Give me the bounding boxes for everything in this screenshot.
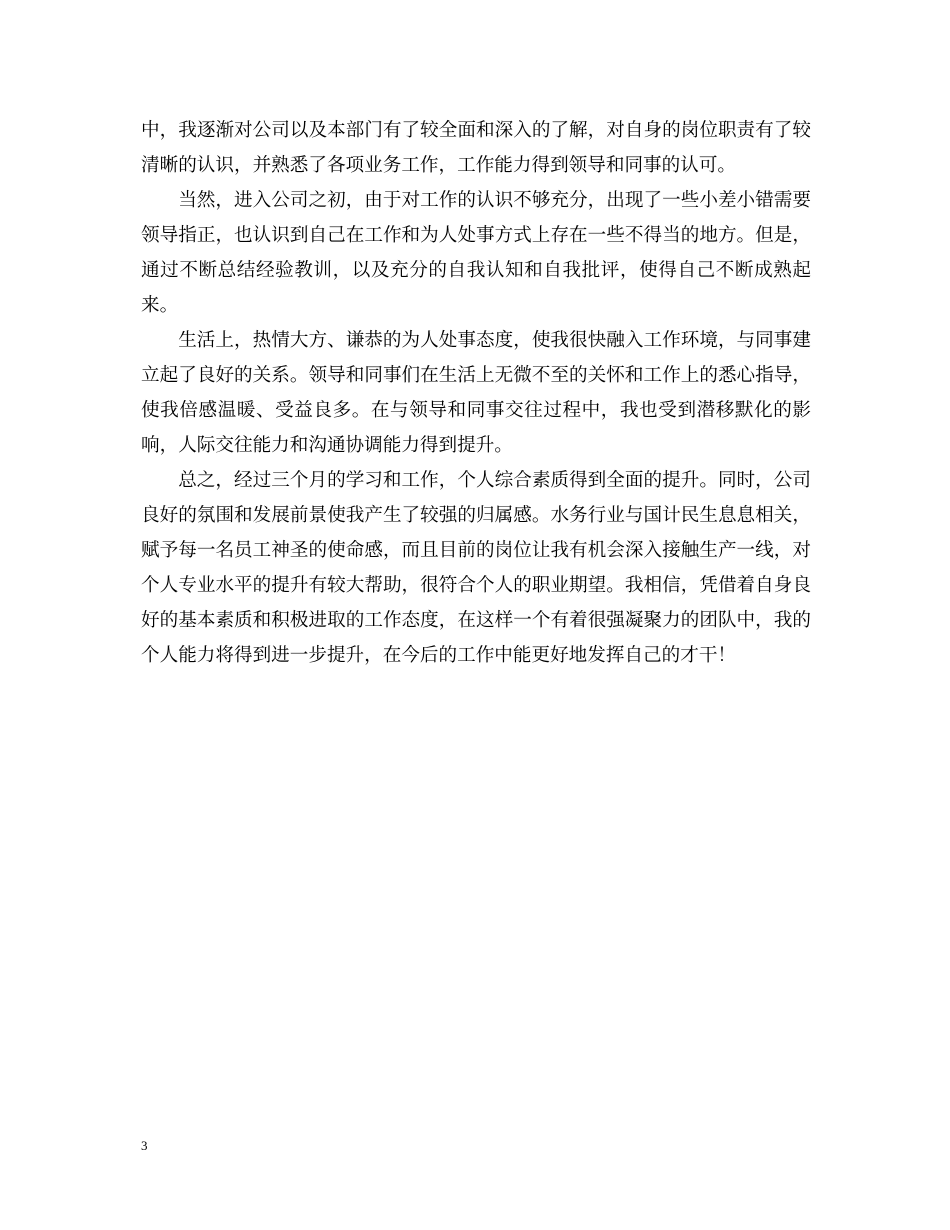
paragraph-1: 中，我逐渐对公司以及本部门有了较全面和深入的了解，对自身的岗位职责有了较清晰的认识，并熟悉了各项业务工作，工作能力得到领导和同事的认可。 [141, 120, 811, 176]
paragraph-2: 当然，进入公司之初，由于对工作的认识不够充分，出现了一些小差小错需要领导指正，也认识到自己在工作和为人处事方式上存在一些不得当的地方。但是，通过不断总结经验教训，以及充分的自我认知和自我批评，使得自己不断成熟起来。 [141, 190, 811, 316]
page-number: 3 [141, 1138, 148, 1153]
paragraph-3: 生活上，热情大方、谦恭的为人处事态度，使我很快融入工作环境，与同事建立起了良好的关系。领导和同事们在生活上无微不至的关怀和工作上的悉心指导，使我倍感温暖、受益良多。在与领导和同事交往过程中，我也受到潜移默化的影响，人际交往能力和沟通协调能力得到提升。 [141, 330, 811, 456]
body-text [141, 113, 811, 673]
paragraph-4: 总之，经过三个月的学习和工作，个人综合素质得到全面的提升。同时，公司良好的氛围和发展前景使我产生了较强的归属感。水务行业与国计民生息息相关，赋予每一名员工神圣的使命感，而且目前的岗位让我有机会深入接触生产一线，对个人专业水平的提升有较大帮助，很符合个人的职业期望。我相信，凭借着自身良好的基本素质和积极进取的工作态度，在这样一个有着很强凝聚力的团队中，我的个人能力将得到进一步提升，在今后的工作中能更好地发挥自己的才干！ [141, 470, 811, 666]
